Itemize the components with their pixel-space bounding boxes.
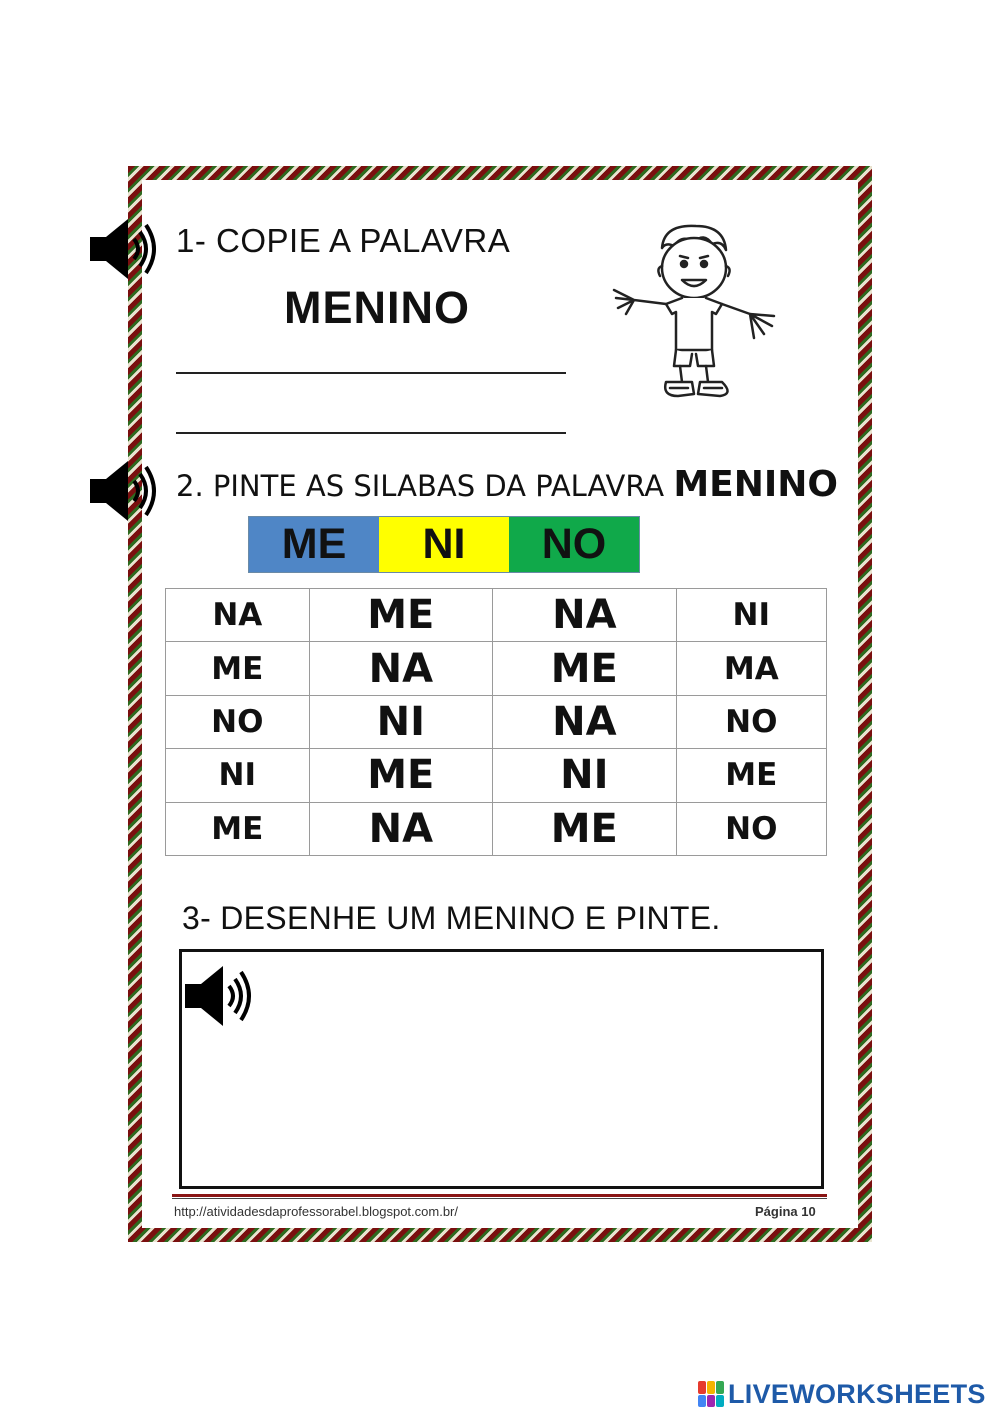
exercise-1-word: MENINO [284, 282, 470, 333]
grid-cell[interactable]: NA [166, 589, 310, 642]
answer-line[interactable] [176, 432, 566, 434]
exercise-2-title-word: MENINO [673, 464, 839, 505]
boy-waving-icon [604, 218, 784, 404]
liveworksheets-brand [698, 1378, 986, 1410]
grid-cell[interactable]: NI [676, 589, 826, 642]
speaker-icon[interactable] [88, 213, 162, 285]
table-row [166, 695, 827, 748]
grid-cell[interactable]: ME [676, 749, 826, 802]
speaker-icon[interactable] [183, 960, 257, 1032]
grid-cell[interactable]: NO [676, 802, 826, 855]
table-row [166, 802, 827, 855]
grid-cell[interactable]: NA [309, 642, 493, 695]
grid-cell[interactable]: NI [166, 749, 310, 802]
table-row [166, 589, 827, 642]
syllable-ni: NI [379, 517, 509, 572]
syllable-me: ME [249, 517, 379, 572]
grid-cell[interactable]: NO [166, 695, 310, 748]
grid-cell[interactable]: NO [676, 695, 826, 748]
syllable-no: NO [509, 517, 639, 572]
footer-url: http://atividadesdaprofessorabel.blogspot.com.br/ [174, 1204, 459, 1219]
answer-line[interactable] [176, 372, 566, 374]
grid-cell[interactable]: ME [309, 589, 493, 642]
table-row [166, 749, 827, 802]
grid-cell[interactable]: MA [676, 642, 826, 695]
footer-divider [172, 1198, 827, 1199]
syllable-grid [165, 588, 827, 856]
liveworksheets-logo-icon [698, 1381, 724, 1407]
brand-text: LIVEWORKSHEETS [728, 1378, 986, 1409]
grid-cell[interactable]: ME [309, 749, 493, 802]
footer-page-number: Página 10 [755, 1204, 816, 1219]
exercise-1-title: 1- COPIE A PALAVRA [176, 222, 511, 259]
drawing-area[interactable] [179, 949, 824, 1189]
grid-cell[interactable]: ME [493, 642, 677, 695]
exercise-2-title: 2. PINTE AS SILABAS DA PALAVRA MENINO [176, 464, 839, 505]
grid-cell[interactable]: NA [309, 802, 493, 855]
grid-cell[interactable]: NI [493, 749, 677, 802]
table-row [166, 642, 827, 695]
syllable-strip [248, 516, 640, 573]
speaker-icon[interactable] [88, 455, 162, 527]
exercise-3-title: 3- DESENHE UM MENINO E PINTE. [182, 900, 721, 936]
grid-cell[interactable]: ME [166, 802, 310, 855]
grid-cell[interactable]: ME [166, 642, 310, 695]
grid-cell[interactable]: NI [309, 695, 493, 748]
grid-cell[interactable]: ME [493, 802, 677, 855]
grid-cell[interactable]: NA [493, 589, 677, 642]
footer-divider [172, 1194, 827, 1197]
grid-cell[interactable]: NA [493, 695, 677, 748]
